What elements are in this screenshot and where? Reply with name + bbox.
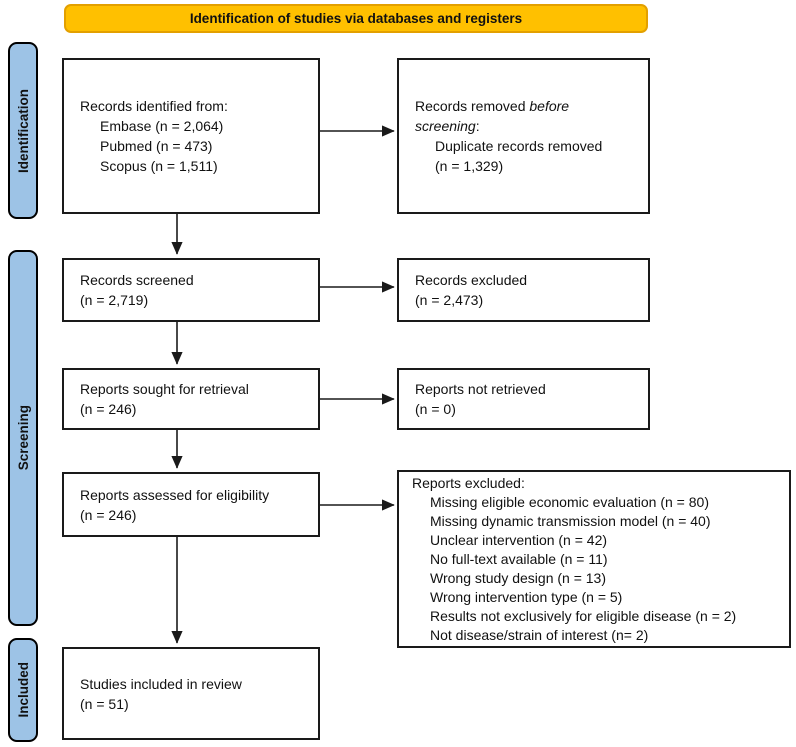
reports-excluded-title: Reports excluded: (412, 474, 525, 491)
stage-label-included: Included (15, 662, 31, 718)
box-records-identified (62, 58, 320, 214)
records-excluded-line1: Records excluded (415, 272, 528, 288)
box-reports-assessed-for-eligibility (62, 472, 320, 537)
stage-bar-identification (8, 42, 38, 219)
box-records-screened (62, 258, 320, 322)
reports-not-retrieved-line1: Reports not retrieved (415, 381, 546, 397)
stage-label-screening: Screening (15, 405, 31, 471)
records-removed-title-prefix: Records removed (415, 98, 530, 114)
records-identified-title: Records identified from: (80, 98, 228, 114)
records-screened-count: (n = 2,719) (80, 292, 149, 308)
box-studies-included-in-review (62, 647, 320, 740)
reports-excluded-item-no-fulltext: No full-text available (n = 11) (430, 550, 608, 567)
box-records-removed-before-screening (397, 58, 650, 214)
records-identified-item-pubmed: Pubmed (n = 473) (100, 138, 213, 154)
reports-excluded-item-wrong-study-design: Wrong study design (n = 13) (430, 569, 607, 586)
banner-databases-registers (64, 4, 648, 33)
reports-excluded-item-not-disease-of-interest: Not disease/strain of interest (n= 2) (430, 626, 649, 643)
reports-sought-line1: Reports sought for retrieval (80, 381, 249, 397)
records-identified-item-scopus: Scopus (n = 1,511) (100, 158, 218, 174)
studies-included-line1: Studies included in review (80, 675, 242, 692)
records-removed-title-line1 (415, 96, 640, 116)
box-records-excluded (397, 258, 650, 322)
reports-not-retrieved-count: (n = 0) (415, 401, 456, 417)
records-removed-title-suffix: : (475, 118, 480, 134)
records-removed-item-count: (n = 1,329) (435, 158, 504, 174)
records-excluded-count: (n = 2,473) (415, 292, 484, 308)
stage-bar-included (8, 638, 38, 742)
records-screened-line1: Records screened (80, 272, 194, 288)
stage-label-identification: Identification (15, 88, 31, 173)
reports-assessed-count: (n = 246) (80, 506, 137, 523)
reports-assessed-line1: Reports assessed for eligibility (80, 486, 270, 503)
banner-label: Identification of studies via databases and registers (189, 11, 523, 26)
records-removed-title-italic2: screening (415, 118, 476, 134)
box-reports-excluded (397, 470, 791, 648)
reports-excluded-item-transmission-model: Missing dynamic transmission model (n = 40) (430, 512, 711, 529)
records-removed-title-line2 (415, 116, 640, 136)
reports-excluded-item-results-not-exclusive: Results not exclusively for eligible disease (n = 2) (430, 607, 737, 624)
records-removed-item-duplicates: Duplicate records removed (435, 138, 603, 154)
reports-excluded-item-unclear-intervention: Unclear intervention (n = 42) (430, 531, 608, 548)
stage-bar-screening (8, 250, 38, 626)
reports-sought-count: (n = 246) (80, 401, 137, 417)
records-identified-item-embase: Embase (n = 2,064) (100, 118, 224, 134)
box-reports-sought-for-retrieval (62, 368, 320, 430)
studies-included-count: (n = 51) (80, 695, 129, 712)
reports-excluded-item-economic-evaluation: Missing eligible economic evaluation (n = 80) (430, 493, 709, 510)
records-removed-title-italic1: before (529, 98, 570, 114)
reports-excluded-item-wrong-intervention-type: Wrong intervention type (n = 5) (430, 588, 623, 605)
box-reports-not-retrieved (397, 368, 650, 430)
